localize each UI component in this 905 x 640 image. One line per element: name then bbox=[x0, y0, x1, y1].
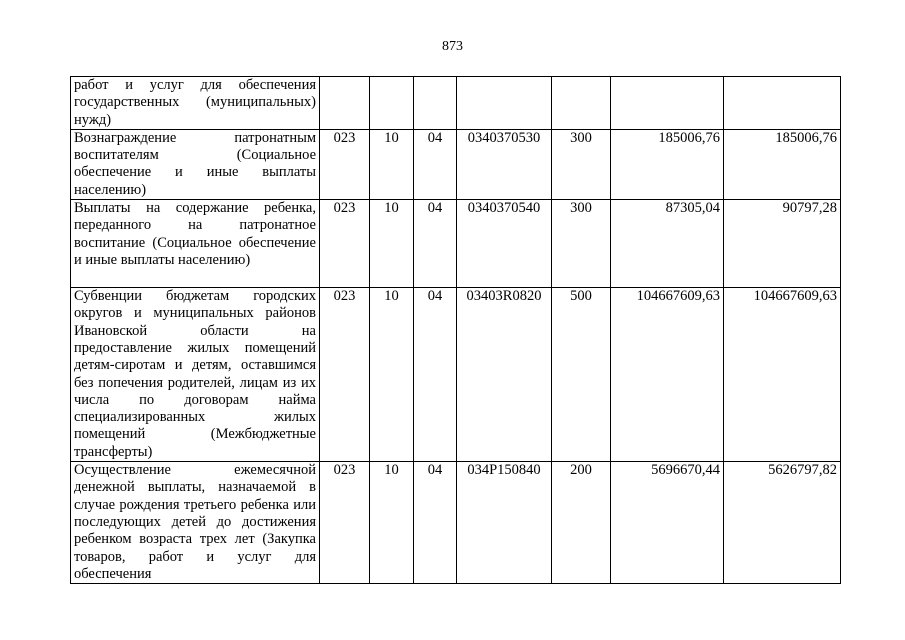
expense-type-code: 200 bbox=[552, 462, 611, 584]
amount-year-1: 185006,76 bbox=[611, 129, 724, 199]
ministry-code: 023 bbox=[320, 200, 370, 288]
table-row bbox=[71, 129, 841, 199]
section-code: 10 bbox=[370, 462, 414, 584]
ministry-code: 023 bbox=[320, 288, 370, 462]
target-article-code bbox=[457, 77, 552, 130]
section-code: 10 bbox=[370, 200, 414, 288]
row-description: работ и услуг для обеспечения государственных (муниципальных) нужд) bbox=[71, 77, 320, 130]
amount-year-2 bbox=[724, 77, 841, 130]
row-description: Вознаграждение патронатным воспитателям (Социальное обеспечение и иные выплаты населению) bbox=[71, 129, 320, 199]
subsection-code: 04 bbox=[414, 288, 457, 462]
ministry-code: 023 bbox=[320, 129, 370, 199]
expense-type-code: 500 bbox=[552, 288, 611, 462]
target-article-code: 0340370530 bbox=[457, 129, 552, 199]
ministry-code: 023 bbox=[320, 462, 370, 584]
row-description: Выплаты на содержание ребенка, переданного на патронатное воспитание (Социальное обеспечение и иные выплаты населению) bbox=[71, 200, 320, 288]
target-article-code: 03403R0820 bbox=[457, 288, 552, 462]
amount-year-2: 185006,76 bbox=[724, 129, 841, 199]
amount-year-2: 5626797,82 bbox=[724, 462, 841, 584]
table-row bbox=[71, 462, 841, 584]
row-description: Субвенции бюджетам городских округов и муниципальных районов Ивановской области на предоставление жилых помещений детям-сиротам и детям, оставшимся без попечения родителей, лицам из их числа по договорам найма специализированных жилых помещений (Межбюджетные трансферты) bbox=[71, 288, 320, 462]
amount-year-2: 90797,28 bbox=[724, 200, 841, 288]
subsection-code bbox=[414, 77, 457, 130]
section-code bbox=[370, 77, 414, 130]
target-article-code: 034P150840 bbox=[457, 462, 552, 584]
subsection-code: 04 bbox=[414, 129, 457, 199]
amount-year-1: 5696670,44 bbox=[611, 462, 724, 584]
amount-year-2: 104667609,63 bbox=[724, 288, 841, 462]
table-row bbox=[71, 288, 841, 462]
section-code: 10 bbox=[370, 129, 414, 199]
table-row bbox=[71, 200, 841, 288]
target-article-code: 0340370540 bbox=[457, 200, 552, 288]
expense-type-code bbox=[552, 77, 611, 130]
amount-year-1 bbox=[611, 77, 724, 130]
subsection-code: 04 bbox=[414, 200, 457, 288]
page-number: 873 bbox=[442, 39, 463, 54]
row-description: Осуществление ежемесячной денежной выплаты, назначаемой в случае рождения третьего ребенка или последующих детей до достижения ребенком возраста трех лет (Закупка товаров, работ и услуг для обеспечения bbox=[71, 462, 320, 584]
amount-year-1: 87305,04 bbox=[611, 200, 724, 288]
expense-type-code: 300 bbox=[552, 129, 611, 199]
section-code: 10 bbox=[370, 288, 414, 462]
expense-type-code: 300 bbox=[552, 200, 611, 288]
table-row bbox=[71, 77, 841, 130]
subsection-code: 04 bbox=[414, 462, 457, 584]
ministry-code bbox=[320, 77, 370, 130]
budget-table bbox=[70, 76, 841, 584]
amount-year-1: 104667609,63 bbox=[611, 288, 724, 462]
